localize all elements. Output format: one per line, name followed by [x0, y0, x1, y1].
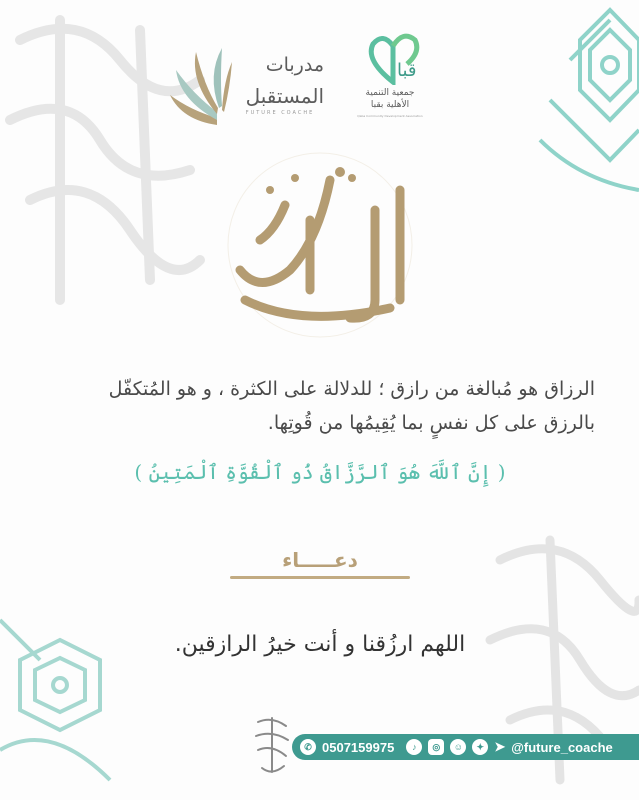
- tiktok-icon[interactable]: ♪: [406, 739, 422, 755]
- snapchat-icon[interactable]: ☺: [450, 739, 466, 755]
- telegram-icon[interactable]: ➤: [494, 739, 506, 754]
- instagram-icon[interactable]: ◎: [428, 739, 444, 755]
- partner-name-line2: المستقبل: [245, 84, 324, 108]
- dua-text: اللهم ارزُقنا و أنت خيرُ الرازقين.: [174, 632, 466, 657]
- description-paragraph: [40, 372, 595, 440]
- dua-title: دعـــــاء: [282, 548, 358, 572]
- org-name-line1: جمعية التنمية: [365, 88, 415, 98]
- heart-leaf-logo-icon: [363, 30, 423, 85]
- qaba-association-logo: [345, 30, 435, 125]
- phone-number[interactable]: 0507159975: [322, 739, 395, 755]
- whatsapp-icon[interactable]: ✆: [300, 739, 316, 755]
- org-subtitle: Qaba Community Development Association: [357, 114, 423, 118]
- top-right-teal-ornament: [510, 0, 639, 210]
- description-line-2: بالرزق على كل نفسٍ بما يُقِيمُها من قُوتِها.: [267, 412, 595, 434]
- description-line-1: الرزاق هو مُبالغة من رازق ؛ للدلالة على الكثرة ، و هو المُتكفّل: [108, 378, 595, 400]
- partner-name-line1: مدربات: [265, 54, 324, 76]
- contact-bar: [292, 734, 639, 760]
- svg-text:قبا: قبا: [397, 60, 417, 81]
- small-calligraphy-emblem: [250, 712, 294, 778]
- bottom-left-teal-ornament: [0, 600, 140, 800]
- quran-verse: ( إِنَّ ٱللَّهَ هُوَ ٱلرَّزَّاقُ ذُو ٱلْقُوَّةِ ٱلْمَتِينُ ): [134, 460, 506, 484]
- org-name-line2: الأهلية بقبا: [370, 100, 410, 110]
- dua-title-underline: [230, 576, 410, 579]
- partner-tagline: FUTURE COACHE: [245, 110, 315, 116]
- future-coache-logo: [162, 40, 327, 130]
- sunburst-logo-icon: [162, 40, 232, 130]
- social-handle[interactable]: @future_coache: [511, 739, 613, 755]
- twitter-icon[interactable]: ✦: [472, 739, 488, 755]
- al-razzaq-calligraphy: [200, 150, 440, 340]
